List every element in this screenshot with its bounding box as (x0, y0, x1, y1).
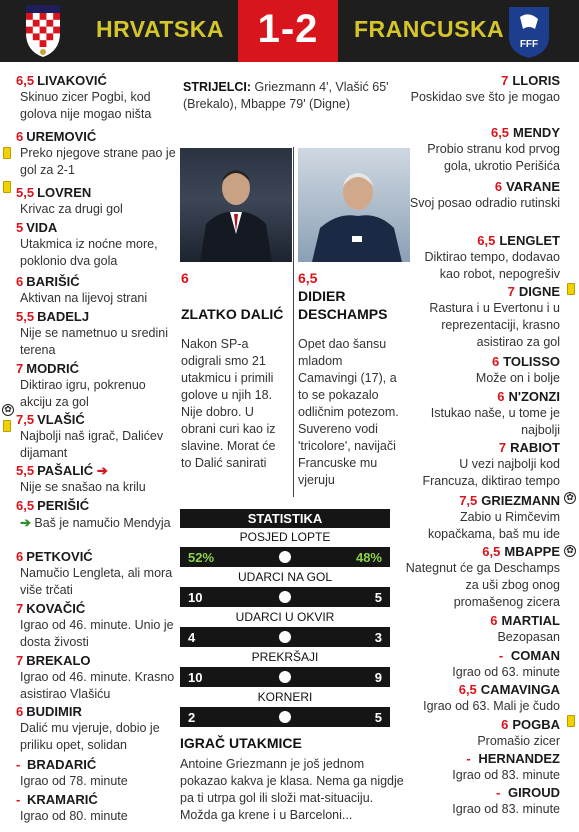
goalscorers (183, 79, 403, 113)
ball-icon (279, 711, 291, 723)
home-team-name: HRVATSKA (96, 16, 224, 42)
stat-home-value: 4 (188, 630, 196, 645)
stat-label: KORNERI (257, 690, 313, 704)
player-rating: 6,5 MENDY Probio stranu kod prvog gola, ukrotio Perišića (427, 125, 560, 173)
yellow-card-icon (567, 283, 575, 295)
stat-home-value: 10 (188, 670, 203, 685)
match-header (0, 0, 579, 62)
stat-label: POSJED LOPTE (239, 530, 331, 544)
stat-label: PREKRŠAJI (251, 650, 319, 664)
player-rating: 5,5 BADELJ Nije se nametnuo u sredini terena (16, 309, 168, 357)
stat-home-value: 2 (188, 710, 196, 725)
ball-icon (279, 591, 291, 603)
player-rating: 6,5 LIVAKOVIĆ Skinuo zicer Pogbi, kod golova nije mogao ništa (16, 73, 152, 121)
player-of-match-title: IGRAČ UTAKMICE (180, 735, 302, 751)
coach-divider (293, 147, 294, 497)
player-rating: 6 N'ZONZI Istukao naše, u tome je najbolji (430, 389, 560, 437)
goalscorers-label: STRIJELCI: (183, 80, 252, 94)
player-rating: 6 BUDIMIR Dalić mu vjeruje, dobio je priliku opet, solidan (16, 704, 160, 752)
player-rating: - GIROUD Igrao od 83. minute (452, 785, 560, 816)
ball-icon: ✿ (564, 492, 576, 504)
ball-icon (279, 551, 291, 563)
player-rating: 5,5 PAŠALIĆ ➔ Nije se snašao na krilu (16, 463, 146, 494)
player-rating: 6,5 CAMAVINGA Igrao od 63. Mali je čudo (423, 682, 560, 713)
coach-text-deschamps: Opet dao šansu mladom Camavingi (17), a to se pokazalo odličnim potezom. Suvereno vodi 'tricolore', navijači Francuske mu vjeruju (298, 337, 399, 487)
stat-row-fouls (180, 667, 390, 687)
yellow-card-icon (567, 715, 575, 727)
fff-crest-icon (505, 3, 553, 59)
player-rating: 6 MARTIAL Bezopasan (490, 613, 560, 644)
player-rating: - KRAMARIĆ Igrao od 80. minute (16, 792, 128, 823)
stat-away-value: 3 (374, 630, 382, 645)
player-rating: 7,5 VLAŠIĆ Najbolji naš igrač, Dalićev dijamant (16, 412, 164, 460)
coach-name-deschamps: DIDIER DESCHAMPS (298, 288, 388, 322)
stat-row-on-target (180, 627, 390, 647)
player-rating: 6 POGBA Promašio zicer (477, 717, 560, 748)
player-rating: 6,5 PERIŠIĆ ➔ Baš je namučio Mendyja (16, 498, 171, 530)
home-ratings-column (16, 72, 176, 826)
player-rating: - COMAN Igrao od 63. minute (452, 648, 560, 679)
yellow-card-icon (3, 181, 11, 193)
coach-name-dalic: ZLATKO DALIĆ (181, 306, 284, 322)
stat-row-corners (180, 707, 390, 727)
score-box (238, 0, 338, 62)
stat-row-shots (180, 587, 390, 607)
goalscorers-text: Griezmann 4', Vlašić 65' (Brekalo), Mbappe 79' (Digne) (183, 80, 389, 111)
coach-photo-deschamps (298, 148, 410, 262)
yellow-card-icon (3, 147, 11, 159)
stat-away-value: 5 (374, 590, 382, 605)
player-rating: 6 TOLISSO Može on i bolje (475, 354, 560, 385)
stat-home-value: 52% (188, 550, 215, 565)
stat-row-possession (180, 547, 390, 567)
player-rating: 7 BREKALO Igrao od 46. minute. Krasno asistirao Vlašiću (16, 653, 175, 701)
player-rating: 7 RABIOT U vezi najbolji kod Francuza, diktirao tempo (422, 440, 560, 488)
player-rating: 5,5 LOVREN Krivac za drugi gol (16, 185, 123, 216)
yellow-card-icon (3, 420, 11, 432)
arrow-right-icon: ➔ (20, 515, 31, 530)
player-rating: - BRADARIĆ Igrao od 78. minute (16, 757, 128, 788)
coach-grade-deschamps: 6,5 (298, 270, 318, 286)
coach-grade-dalic: 6 (181, 270, 189, 286)
away-team-name: FRANCUSKA (354, 16, 505, 42)
away-ratings-column (404, 72, 560, 818)
player-rating: 5 VIDA Utakmica iz noćne more, poklonio dva gola (16, 220, 158, 268)
svg-text:FFF: FFF (519, 39, 539, 50)
player-of-match-text: Antoine Griezmann je još jednom pokazao kakva je klasa. Nema ga nigdje pa ti utrpa gol ili složi mat-situaciju. Možda ga krene i u Barceloni... (180, 757, 404, 822)
ball-icon (279, 631, 291, 643)
player-rating: 7 DIGNE Rastura i u Evertonu i u reprezentaciji, krasno asistirao za gol (429, 284, 560, 349)
stat-home-value: 10 (188, 590, 203, 605)
stat-away-value: 5 (374, 710, 382, 725)
player-rating: 6 UREMOVIĆ Preko njegove strane pao je gol za 2-1 (16, 129, 176, 177)
ball-icon: ✿ (564, 545, 576, 557)
player-rating: 7 MODRIĆ Diktirao igru, pokrenuo akciju za gol (16, 361, 146, 409)
player-rating: 6,5 LENGLET Diktirao tempo, dodavao kao robot, nepogrešiv (424, 233, 560, 281)
player-rating: - HERNANDEZ Igrao od 83. minute (452, 751, 560, 782)
player-rating: 6,5 MBAPPE Nategnut će ga Deschamps za uši zbog onog promašenog zicera (405, 544, 560, 609)
stat-away-value: 9 (374, 670, 382, 685)
stat-label: UDARCI U OKVIR (235, 610, 335, 624)
player-rating: 7 KOVAČIĆ Igrao od 46. minute. Unio je dosta živosti (16, 601, 174, 649)
player-rating: 6 PETKOVIĆ Namučio Lengleta, ali mora više trčati (16, 549, 173, 597)
player-rating: 7 LLORIS Poskidao sve što je mogao (410, 73, 560, 104)
coach-photo-dalic (180, 148, 292, 262)
player-rating: 7,5 GRIEZMANN Zabio u Rimčevim kopačkama, baš mu ide (427, 493, 560, 541)
player-rating: 6 VARANE Svoj posao odradio rutinski (409, 179, 560, 210)
match-score: 1-2 (257, 7, 319, 51)
coach-text-dalic: Nakon SP-a odigrali smo 21 utakmicu i primili golove u njih 18. Nije dobro. U obrani curi kao iz slavine. Morat će to Dalić sanirati (181, 337, 276, 470)
player-rating: 6 BARIŠIĆ Aktivan na lijevoj strani (16, 274, 148, 305)
stat-away-value: 48% (355, 550, 382, 565)
ball-icon (279, 671, 291, 683)
ball-icon: ✿ (2, 404, 14, 416)
stats-title: STATISTIKA (180, 509, 390, 528)
arrow-right-icon: ➔ (96, 463, 108, 478)
stat-label: UDARCI NA GOL (237, 570, 333, 584)
croatia-crest-icon (22, 3, 64, 59)
